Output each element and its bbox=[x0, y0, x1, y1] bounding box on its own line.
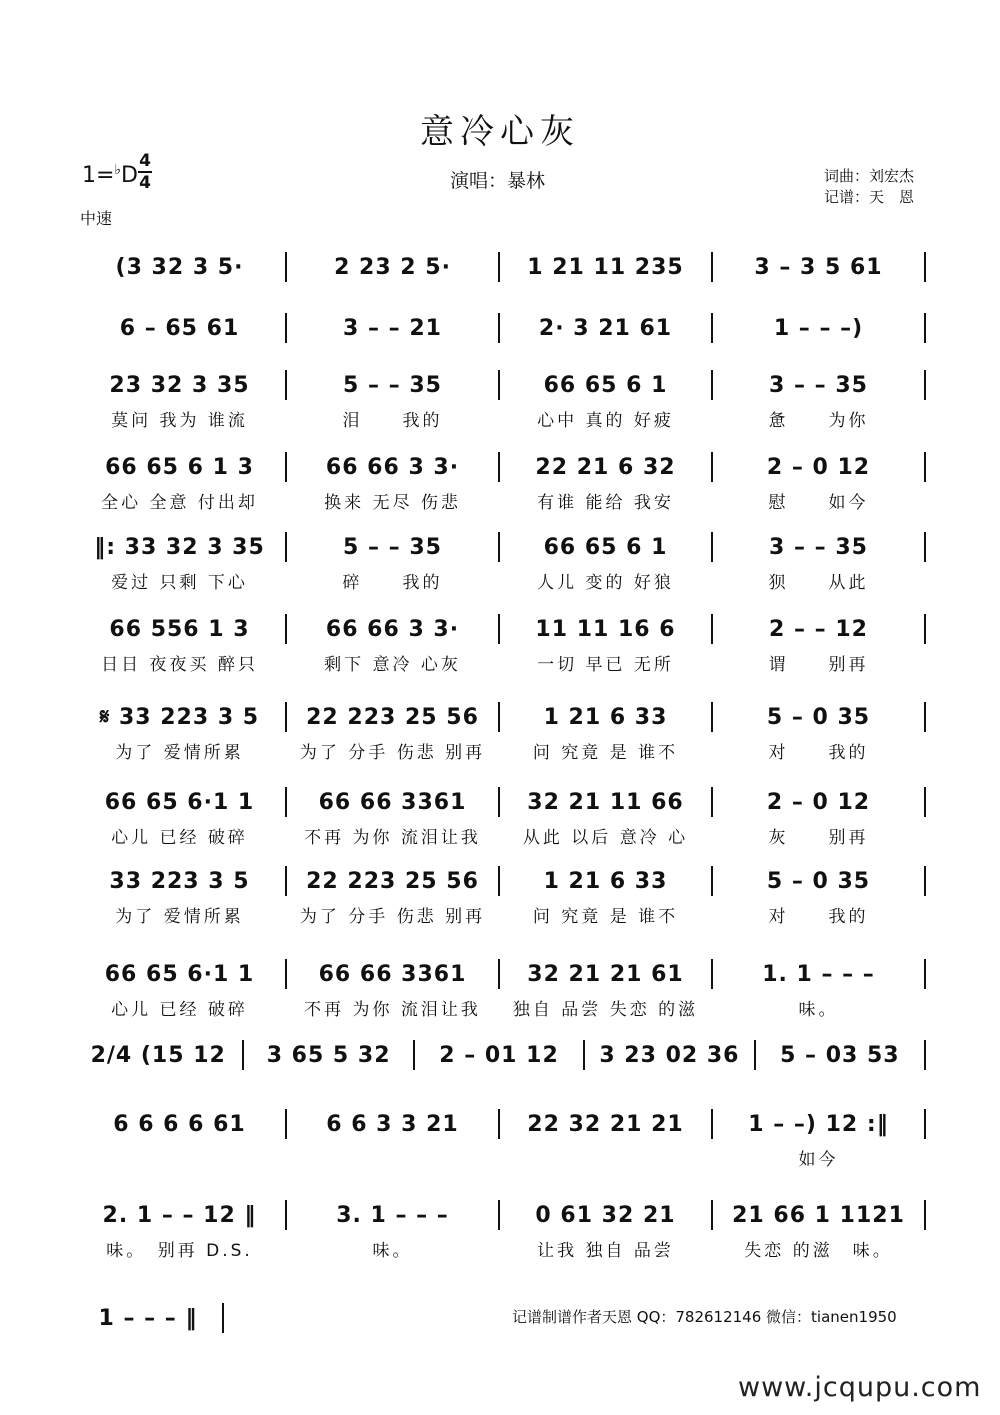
lyric-gap bbox=[924, 488, 926, 513]
measure: 1 21 6 33 bbox=[543, 704, 668, 730]
lyric-segment: 日日 夜夜买 醉只 bbox=[101, 655, 258, 675]
lyric-segment: 味。 bbox=[372, 1241, 413, 1261]
measure: 66 65 6 1 bbox=[543, 372, 668, 398]
notes-line bbox=[74, 700, 926, 734]
barline bbox=[924, 1040, 926, 1070]
score-row bbox=[74, 785, 926, 848]
measure: 5 – – 35 bbox=[343, 534, 442, 560]
measure: 23 32 3 35 bbox=[109, 372, 250, 398]
measure: 1. 1 – – – bbox=[762, 961, 875, 987]
lyrics-line bbox=[74, 995, 926, 1020]
lyric-gap bbox=[924, 823, 926, 848]
lyrics-line bbox=[74, 1236, 926, 1261]
lyric-segment: 惫 为你 bbox=[768, 411, 869, 431]
notes-line bbox=[74, 785, 926, 819]
lyric-segment: 对 我的 bbox=[768, 743, 869, 763]
lyric-segment: 有谁 能给 我安 bbox=[537, 493, 674, 513]
lyric-segment: 不再 为你 流泪让我 bbox=[304, 828, 481, 848]
score-row bbox=[74, 450, 926, 513]
lyric-segment: 如今 bbox=[798, 1150, 839, 1170]
measure: 22 223 25 56 bbox=[306, 868, 479, 894]
lyric-segment: 心中 真的 好疲 bbox=[537, 411, 674, 431]
measure: 33 223 3 5 bbox=[109, 868, 250, 894]
lyric-segment: 不再 为你 流泪让我 bbox=[304, 1000, 481, 1020]
lyric-segment: 剩下 意冷 心灰 bbox=[324, 655, 461, 675]
transcriber-credit: 记谱：天 恩 bbox=[824, 188, 915, 206]
notes-line bbox=[74, 864, 926, 898]
lyrics-line bbox=[74, 902, 926, 927]
lyric-gap bbox=[924, 995, 926, 1020]
measure: 22 32 21 21 bbox=[527, 1111, 684, 1137]
measure: 2/4 (15 12 bbox=[90, 1042, 226, 1068]
lyrics-line bbox=[74, 406, 926, 431]
measure: 1 21 11 235 bbox=[527, 254, 684, 280]
lyrics-line bbox=[74, 823, 926, 848]
measure: 32 21 21 61 bbox=[527, 961, 684, 987]
measure: 3 23 02 36 bbox=[599, 1042, 740, 1068]
measure: 2. 1 – – 12 ‖ bbox=[102, 1202, 257, 1228]
measure: 66 65 6·1 1 bbox=[104, 961, 255, 987]
credits-block bbox=[824, 166, 914, 208]
lyrics-line bbox=[74, 738, 926, 763]
measure: 2 – 0 12 bbox=[766, 789, 871, 815]
measure: 5 – 03 53 bbox=[780, 1042, 900, 1068]
measure: 66 66 3 3· bbox=[325, 616, 460, 642]
score-row bbox=[74, 1038, 926, 1072]
measure: 3 – – 35 bbox=[769, 372, 868, 398]
lyric-segment: 对 我的 bbox=[768, 907, 869, 927]
lyrics-line bbox=[74, 650, 926, 675]
lyric-segment: 换来 无尽 伤悲 bbox=[324, 493, 461, 513]
notes-line bbox=[74, 1038, 926, 1072]
measure: ‖: 33 32 3 35 bbox=[94, 534, 265, 560]
barline bbox=[924, 313, 926, 343]
score-row bbox=[74, 957, 926, 1020]
lyric-segment: 全心 全意 付出却 bbox=[101, 493, 258, 513]
time-signature bbox=[138, 152, 152, 192]
measure: 1 – – –) bbox=[773, 315, 864, 341]
lyric-gap bbox=[924, 1145, 926, 1170]
notes-line bbox=[74, 450, 926, 484]
lyric-gap bbox=[924, 650, 926, 675]
lyric-gap bbox=[924, 902, 926, 927]
lyric-segment: 为了 分手 伤悲 别再 bbox=[299, 743, 486, 763]
lyric-gap bbox=[924, 568, 926, 593]
measure: 66 65 6·1 1 bbox=[104, 789, 255, 815]
barline bbox=[924, 252, 926, 282]
lyric-segment: 味。 bbox=[798, 1000, 839, 1020]
lyric-segment: 狈 从此 bbox=[768, 573, 869, 593]
lyricist-credit: 词曲：刘宏杰 bbox=[824, 167, 915, 185]
lyric-segment: 泪 我的 bbox=[342, 411, 443, 431]
score-row bbox=[74, 1107, 926, 1170]
notes-line bbox=[74, 368, 926, 402]
tempo-marking: 中速 bbox=[80, 209, 113, 228]
measure: 32 21 11 66 bbox=[527, 789, 684, 815]
score-row bbox=[74, 700, 926, 763]
measure: 6 – 65 61 bbox=[119, 315, 240, 341]
lyric-segment: 灰 别再 bbox=[768, 828, 869, 848]
barline bbox=[924, 702, 926, 732]
lyric-segment bbox=[287, 1145, 498, 1170]
lyric-segment: 味。 别再 D.S. bbox=[106, 1241, 253, 1261]
key-signature bbox=[82, 162, 138, 188]
lyric-gap bbox=[924, 1236, 926, 1261]
time-numerator: 4 bbox=[139, 151, 151, 171]
song-title: 意冷心灰 bbox=[420, 112, 580, 152]
barline bbox=[222, 1303, 224, 1333]
lyric-segment: 让我 独自 品尝 bbox=[537, 1241, 674, 1261]
notes-line bbox=[74, 1107, 926, 1141]
measure: 1 21 6 33 bbox=[543, 868, 668, 894]
measure: 1 – – – ‖ bbox=[98, 1305, 198, 1331]
measure: 11 11 16 6 bbox=[535, 616, 676, 642]
lyrics-line bbox=[74, 568, 926, 593]
measure: (3 32 3 5· bbox=[115, 254, 244, 280]
notes-line bbox=[74, 311, 926, 345]
score-row bbox=[74, 612, 926, 675]
measure: 3 – – 21 bbox=[343, 315, 442, 341]
measure: 2· 3 21 61 bbox=[538, 315, 673, 341]
measure: 5 – 0 35 bbox=[766, 868, 871, 894]
lyric-segment: 问 究竟 是 谁不 bbox=[532, 743, 679, 763]
lyric-segment bbox=[500, 1145, 711, 1170]
time-denominator: 4 bbox=[139, 173, 151, 193]
score-row bbox=[74, 1301, 224, 1335]
key-note: D bbox=[121, 163, 138, 188]
measure: 66 65 6 1 3 bbox=[105, 454, 254, 480]
lyric-segment: 莫问 我为 谁流 bbox=[111, 411, 248, 431]
measure: 66 66 3361 bbox=[318, 789, 467, 815]
notes-line bbox=[74, 957, 926, 991]
measure: 21 66 1 1121 bbox=[732, 1202, 905, 1228]
lyric-segment: 爱过 只剩 下心 bbox=[111, 573, 248, 593]
score-row bbox=[74, 311, 926, 345]
score-row bbox=[74, 864, 926, 927]
measure: 2 – – 12 bbox=[769, 616, 868, 642]
measure: 3. 1 – – – bbox=[336, 1202, 449, 1228]
lyric-segment: 心儿 已经 破碎 bbox=[111, 1000, 248, 1020]
footer-credit: 记谱制谱作者天恩 QQ：782612146 微信：tianen1950 bbox=[512, 1308, 897, 1326]
lyric-segment: 人儿 变的 好狼 bbox=[537, 573, 674, 593]
barline bbox=[924, 959, 926, 989]
measure: 3 65 5 32 bbox=[266, 1042, 391, 1068]
measure: 22 21 6 32 bbox=[535, 454, 676, 480]
lyric-segment: 慰 如今 bbox=[768, 493, 869, 513]
measure: 5 – 0 35 bbox=[766, 704, 871, 730]
barline bbox=[924, 787, 926, 817]
lyric-segment: 问 究竟 是 谁不 bbox=[532, 907, 679, 927]
barline bbox=[924, 1200, 926, 1230]
notes-line bbox=[74, 250, 926, 284]
lyric-segment: 为了 分手 伤悲 别再 bbox=[299, 907, 486, 927]
singer-credit: 演唱：暴林 bbox=[450, 170, 546, 192]
measure: 5 – – 35 bbox=[343, 372, 442, 398]
notes-line bbox=[74, 1301, 224, 1335]
measure: 1 – –) 12 :‖ bbox=[748, 1111, 889, 1137]
lyric-segment: 失恋 的滋 味。 bbox=[744, 1241, 893, 1261]
lyric-segment: 从此 以后 意冷 心 bbox=[522, 828, 689, 848]
lyrics-line bbox=[74, 488, 926, 513]
lyric-segment: 碎 我的 bbox=[342, 573, 443, 593]
lyric-segment: 为了 爱情所累 bbox=[115, 743, 244, 763]
measure: 3 – – 35 bbox=[769, 534, 868, 560]
measure: 2 23 2 5· bbox=[334, 254, 451, 280]
lyric-segment: 为了 爱情所累 bbox=[115, 907, 244, 927]
measure: 2 – 0 12 bbox=[766, 454, 871, 480]
score-row bbox=[74, 250, 926, 284]
measure: 2 – 01 12 bbox=[439, 1042, 559, 1068]
score-row bbox=[74, 530, 926, 593]
key-prefix: 1= bbox=[82, 163, 115, 188]
measure: 66 66 3 3· bbox=[325, 454, 460, 480]
barline bbox=[924, 614, 926, 644]
score-row bbox=[74, 368, 926, 431]
lyric-segment: 独自 品尝 失恋 的滋 bbox=[512, 1000, 699, 1020]
score-row bbox=[74, 1198, 926, 1261]
measure: 22 223 25 56 bbox=[306, 704, 479, 730]
lyric-segment: 谓 别再 bbox=[768, 655, 869, 675]
measure: 6 6 3 3 21 bbox=[326, 1111, 459, 1137]
notes-line bbox=[74, 612, 926, 646]
notes-line bbox=[74, 530, 926, 564]
measure: 66 65 6 1 bbox=[543, 534, 668, 560]
site-watermark: www.jcqupu.com bbox=[738, 1372, 982, 1403]
lyrics-line bbox=[74, 1145, 926, 1170]
lyric-segment: 一切 早已 无所 bbox=[537, 655, 674, 675]
measure: 3 – 3 5 61 bbox=[754, 254, 883, 280]
measure: 66 556 1 3 bbox=[109, 616, 250, 642]
barline bbox=[924, 370, 926, 400]
measure: 6 6 6 6 61 bbox=[113, 1111, 246, 1137]
notes-line bbox=[74, 1198, 926, 1232]
lyric-gap bbox=[924, 406, 926, 431]
barline bbox=[924, 866, 926, 896]
measure: 66 66 3361 bbox=[318, 961, 467, 987]
lyric-segment bbox=[74, 1145, 285, 1170]
lyric-segment: 心儿 已经 破碎 bbox=[111, 828, 248, 848]
barline bbox=[924, 452, 926, 482]
lyric-gap bbox=[924, 738, 926, 763]
barline bbox=[924, 1109, 926, 1139]
measure: 𝄋 33 223 3 5 bbox=[99, 704, 260, 730]
flat-sign: ♭ bbox=[114, 162, 122, 178]
barline bbox=[924, 532, 926, 562]
measure: 0 61 32 21 bbox=[535, 1202, 676, 1228]
